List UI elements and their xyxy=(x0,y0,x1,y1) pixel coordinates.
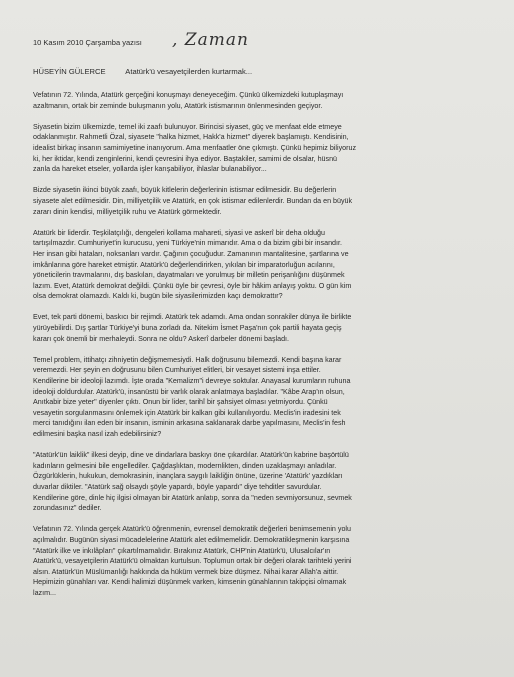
paragraph-line: duvarlar diktiler. "Atatürk sağ olsaydı şöyle yapardı, böyle yapardı" diye tehditler savurdular. xyxy=(33,482,322,491)
paragraph-line: kararı çok önemli bir merhaleydi. Sonra ne oldu? Askerî darbeler dönemi başladı. xyxy=(33,334,290,343)
date-line: 10 Kasım 2010 Çarşamba yazısı xyxy=(33,38,142,47)
paragraph-line: kadınların gelmesini bile engellediler. Çağdaşlıktan, modernlikten, dinden uzaklaşmayı anladılar. xyxy=(33,461,337,470)
paragraph-line: imkânlarına göre hareket etmiştir. Atatürk'ü değerlendirirken, yıkılan bir imparatorluğun acılarını, xyxy=(33,260,335,269)
paragraph-line: ideoloji doldurdular. Atatürk'ü, insanüstü bir varlık olarak anlatmaya başladılar. "Kâbe Arap'ın olsun, xyxy=(33,387,345,396)
paragraph xyxy=(33,122,509,175)
paragraph-line: yöneticilerin travmalarını, dış baskıları, dayatmaları ve yorulmuş bir milletin perişanlığını düşünmek xyxy=(33,271,345,280)
paragraph-line: yürüyebilirdi. Dış şartlar Türkiye'yi buna zorladı da. Nitekim İsmet Paşa'nın çok partili hayata geçiş xyxy=(33,324,342,333)
paragraph-line: veremezdi. Her şeyin en doğrusunu bilen Cumhuriyet elitleri, bir vesayet sistemi inşa ettiler. xyxy=(33,366,321,375)
paragraph-line: alsın. Atatürk'ün Müslümanlığı hakkında da hüküm vermek bize düşmez. Nihai karar Allah'a aittir. xyxy=(33,567,339,576)
article-title: Atatürk'ü vesayetçilerden kurtarmak... xyxy=(125,67,253,76)
paragraph-line: vesayetin sorgulanmasını önlemek için Atatürk bir kalkan gibi kullanılıyordu. Meclis'in iradesini tek xyxy=(33,408,341,417)
article-body xyxy=(33,90,509,609)
paragraph xyxy=(33,355,509,440)
paragraph-line: zanla da hareket etseler, yollarda işler karışabiliyor, ihlaslar bulanabiliyor... xyxy=(33,165,267,174)
paragraph-line: "Atatürk'ün laiklik" ilkesi deyip, dine ve dindarlara baskıyı öne çıkardılar. Atatürk'ün kabrine başörtülü xyxy=(33,451,349,460)
paragraph-line: Temel problem, ittihatçı zihniyetin değişmemesiydi. Halk doğrusunu bilemezdi. Kendi başına karar xyxy=(33,355,342,364)
paragraph-line: edilmesini başka nasıl izah edebilirsiniz? xyxy=(33,430,162,438)
paragraph-line: Kendilerine göre, dinle hiç ilgisi olmayan bir Atatürk anlatıp, sonra da "neden sevmiyorsunuz, sevmek xyxy=(33,493,352,502)
paragraph-line: odaklanmıştır. Rahmetli Özal, siyasete "halka hizmet, Hakk'a hizmet" diyerek başlamıştı. Kendisinin, xyxy=(33,133,349,142)
paragraph xyxy=(33,312,509,344)
paragraph-line: Vefatının 72. Yılında gerçek Atatürk'ü öğrenmenin, evrensel demokratik değerleri benimsemenin yolu xyxy=(33,525,351,534)
paragraph-line: Hepimizin günahları var. Kendi halimizi düşünmek varken, kimsenin günahlarının takipçisi olmamak xyxy=(33,578,347,587)
paragraph-line: Evet, tek parti dönemi, baskıcı bir rejimdi. Atatürk tek adamdı. Ama ondan sonrakiler dünya ile birlikte xyxy=(33,313,352,322)
paragraph-line: azaltmanın, ortak bir zeminde buluşmanın yolu, Atatürk istismarının önlenmesinden geçiyor. xyxy=(33,101,323,110)
paragraph-line: siyasete alet edilmesidir. Din, milliyetçilik ve Atatürk, en çok istismar edilenlerdir. Bundan da en büyük xyxy=(33,196,353,205)
paragraph-line: Anıtkabir bize yeter" diyenler çıktı. Onun bir lider, tarihî bir şahsiyet olması yetmiyordu. Çünkü xyxy=(33,398,328,407)
paragraph-line: ki, her iktidar, kendi zenginlerini, kendi çevresini ihya ediyor. Baştakiler, samimi de olsalar, hüsnü xyxy=(33,154,338,163)
paragraph-line: Atatürk'ü, vesayetçilerin Atatürk'ü olmaktan kurtulsun. Toplumun ortak bir değeri olarak tarihteki yerini xyxy=(33,557,352,566)
paragraph-line: açılmalıdır. Bugünün siyasi mücadelelerine Atatürk alet edilmemelidir. Demokratikleşmenin karşısına xyxy=(33,535,350,544)
paragraph-line: zararı dinin kendisi, milliyetçilik ruhu ve Atatürk görmektedir. xyxy=(33,207,222,216)
paragraph-line: tartışılmazdır. Cumhuriyet'in kurucusu, yeni Türkiye'nin mimarıdır. Ama o da bizim gibi bir insandır. xyxy=(33,239,342,248)
paragraph-line: Siyasetin bizim ülkemizde, temel iki zaafı bulunuyor. Birincisi siyaset, güç ve menfaat elde etmeye xyxy=(33,122,342,131)
paragraph xyxy=(33,524,509,598)
paragraph-line: Atatürk bir liderdir. Teşkilatçılığı, dengeleri kollama mahareti, siyasi ve askerî bir deha olduğu xyxy=(33,228,325,237)
paragraph-line: lazım. Evet, Atatürk demokrat değildi. Çünkü öyle bir çevresi, öyle bir hâkim anlayış yoktu. O gün kim xyxy=(33,281,352,290)
paragraph-line: olsa demokrat olamazdı. Kaldı ki, bugün bile siyasilerimizden kaçı demokrattır? xyxy=(33,292,283,301)
paragraph-line: Her insan gibi hataları, noksanları vardır. Çağının çocuğudur. Zamanının mantalitesine, şartlarına ve xyxy=(33,249,349,258)
paragraph-line: Kendilerine bir ideoloji lazımdı. İşte orada "Kemalizm"i devreye soktular. Anayasal kurumların ruhuna xyxy=(33,377,351,386)
byline xyxy=(33,67,252,76)
paragraph xyxy=(33,90,509,111)
paragraph-line: lazım... xyxy=(33,588,57,597)
author-name: HÜSEYİN GÜLERCE xyxy=(33,67,106,76)
paragraph-line: Özgürlüklerin, hukukun, demokrasinin, inançlara saygılı laikliğin önüne, üzerine 'Atatürk' yazdıkları xyxy=(33,472,343,481)
paragraph xyxy=(33,450,509,514)
paragraph-line: zorundasınız" dediler. xyxy=(33,504,102,513)
paragraph xyxy=(33,185,509,217)
paragraph-line: Bizde siyasetin ikinci büyük zaafı, büyük kitlelerin değerlerinin istismar edilmesidir. Bu değerlerin xyxy=(33,186,337,195)
paragraph-line: idealist birkaç insanın samimiyetine inanıyorum. Ama menfaatler öne çıkmıştı. Çünkü hepimiz biliyoruz xyxy=(33,143,357,152)
paragraph-line: merci tanıdığını ilan eden bir insanın, isminin arkasına saklanarak darbe yapılmasını, Meclis'in fesh xyxy=(33,419,346,428)
paragraph xyxy=(33,228,509,302)
paragraph-line: "Atatürk ilke ve inkılâpları" çıkartılmamalıdır. Bırakınız Atatürk, CHP'nin Atatürk'ü, Ulusalcılar'ın xyxy=(33,546,331,555)
handwritten-note: , Zaman xyxy=(172,30,249,50)
paragraph-line: Vefatının 72. Yılında, Atatürk gerçeğini konuşmayı deneyeceğim. Çünkü ülkemizdeki kutuplaşmayı xyxy=(33,91,344,99)
